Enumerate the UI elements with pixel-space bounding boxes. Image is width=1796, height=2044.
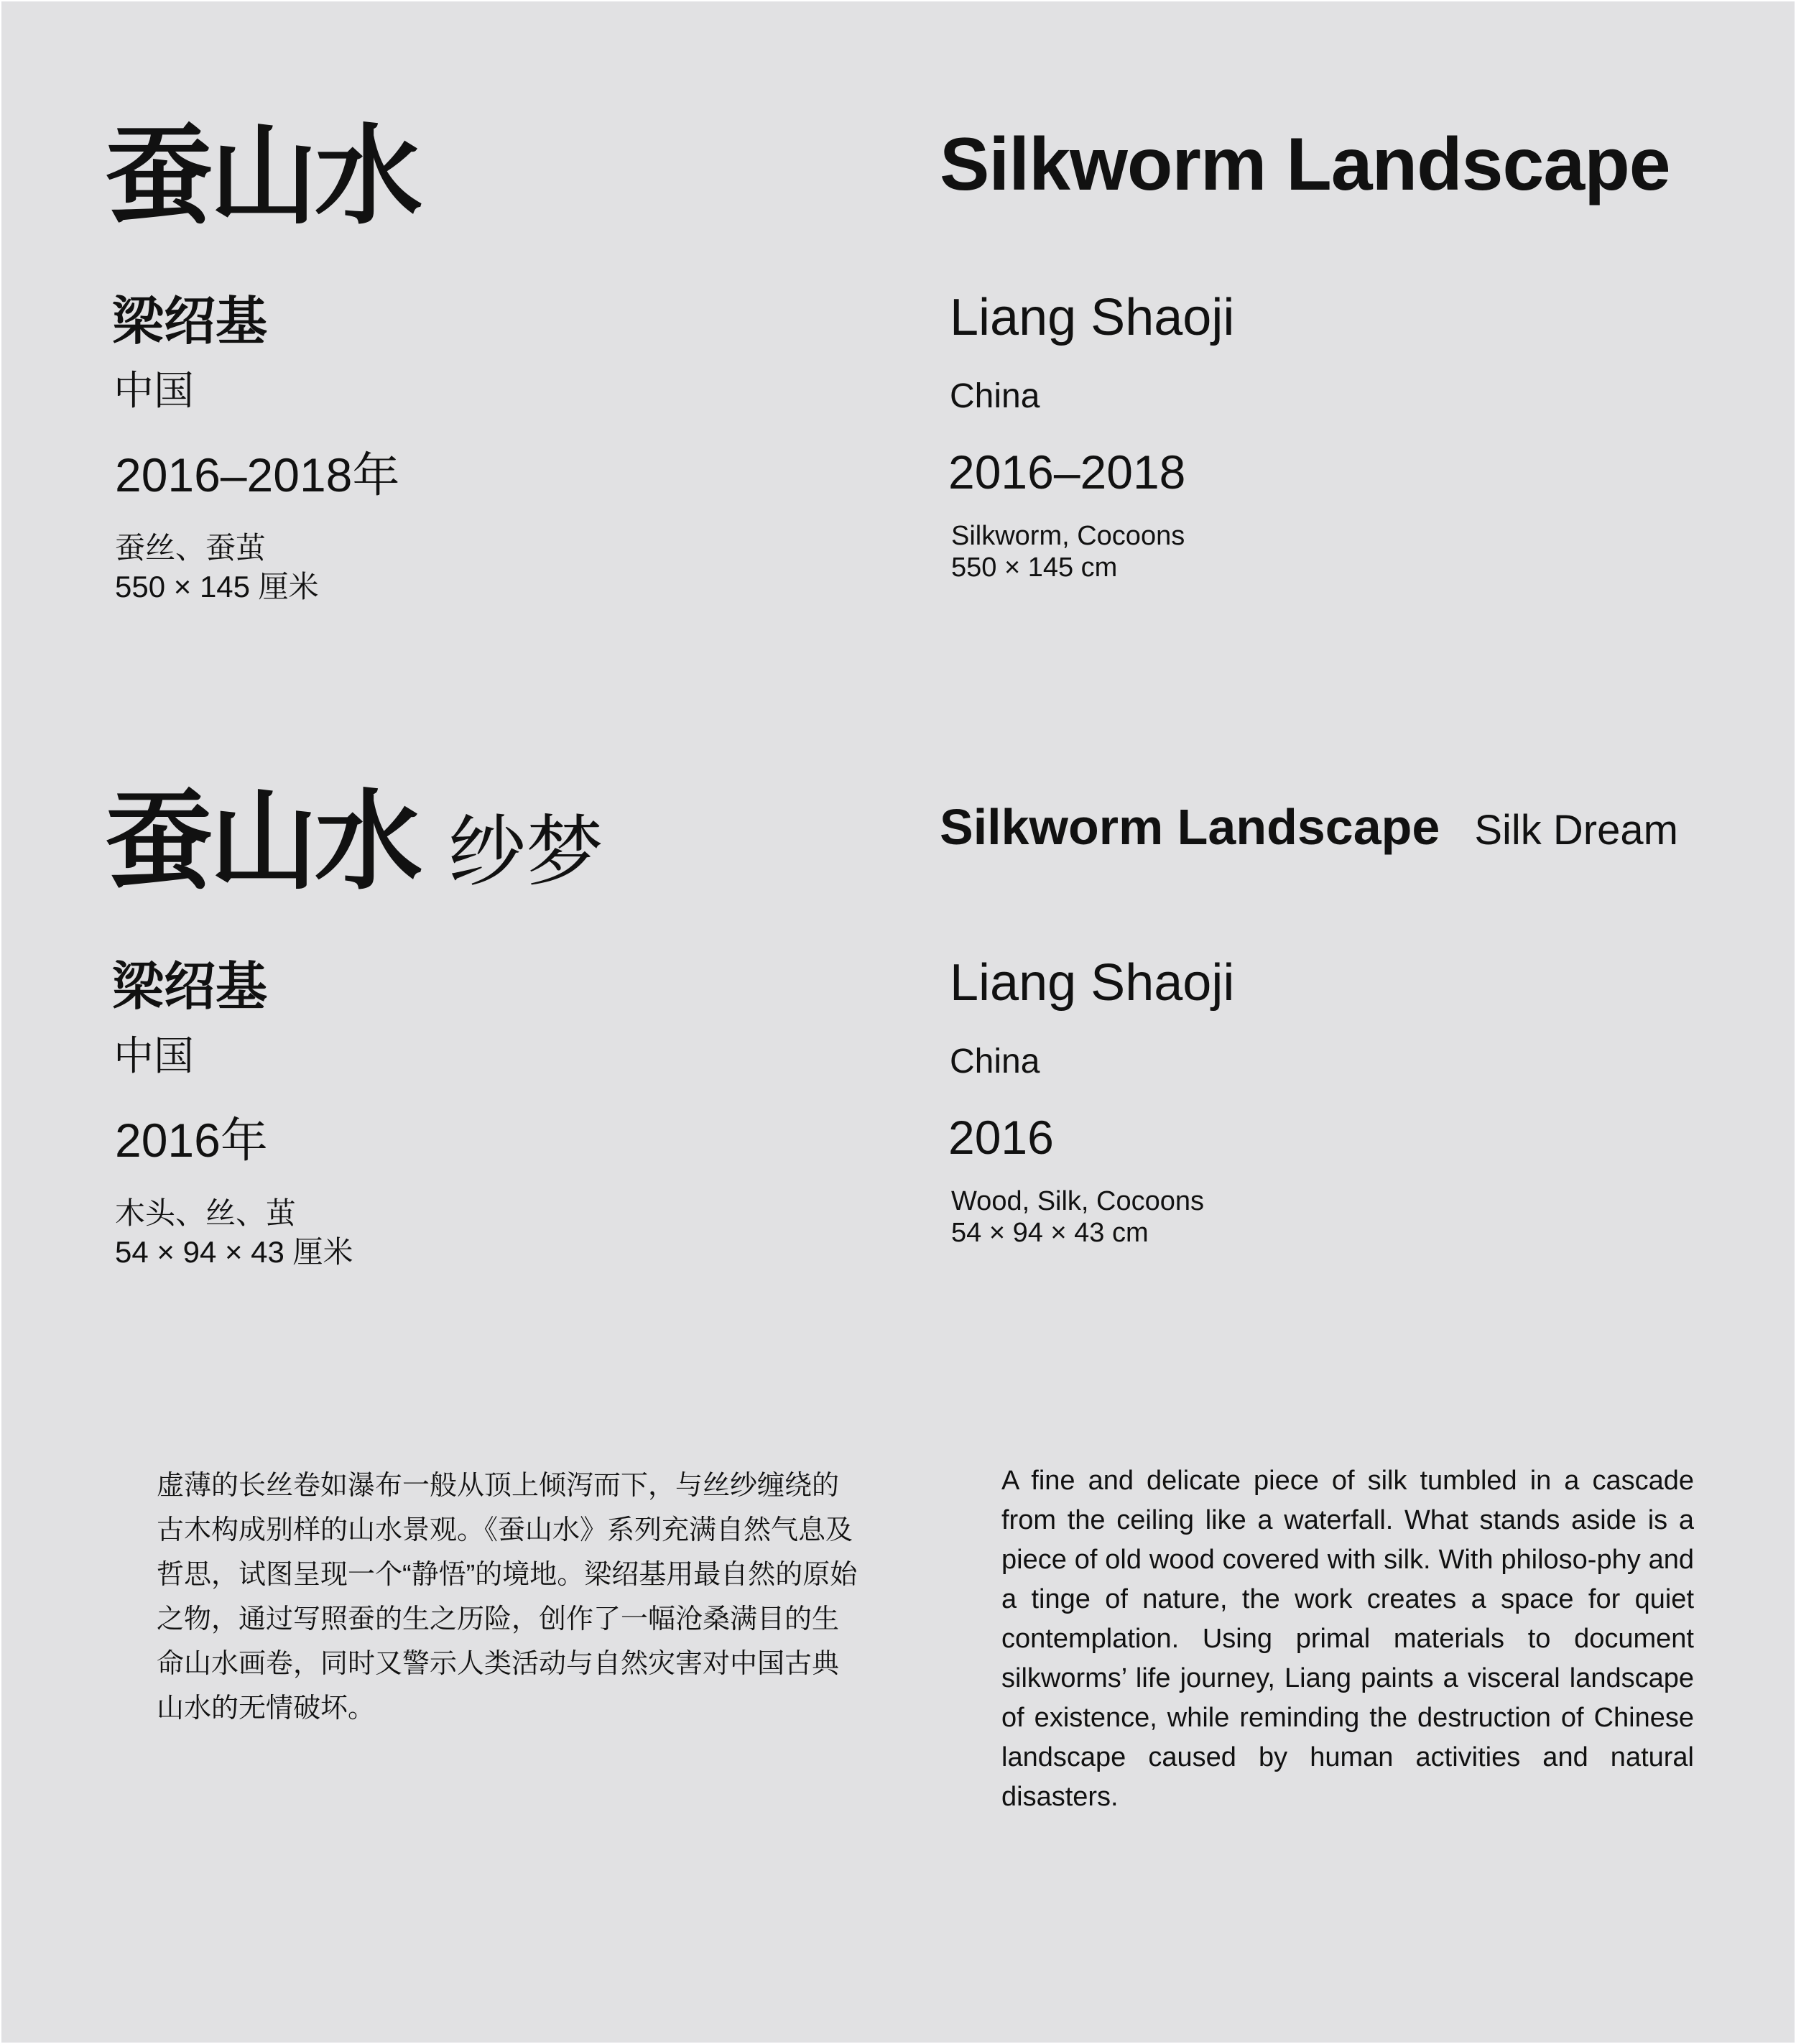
work2-zh-subtitle: 纱梦	[448, 808, 604, 895]
work1-en-materials: Silkworm, Cocoons	[951, 521, 1185, 551]
work1-zh-materials: 蚕丝、蚕茧	[115, 531, 267, 565]
work2-zh-artist: 梁绍基	[112, 958, 268, 1016]
work1-zh-country: 中国	[114, 368, 194, 413]
work2-zh-materials: 木头、丝、茧	[115, 1196, 297, 1230]
work2-en-materials: Wood, Silk, Cocoons	[951, 1186, 1205, 1216]
work2-en-artist: Liang Shaoji	[950, 954, 1235, 1012]
work1-en-country: China	[950, 377, 1040, 415]
work2-en-title	[940, 799, 1678, 855]
work1-en-dimensions: 550 × 145 cm	[951, 552, 1118, 583]
work2-zh-dimensions: 54 × 94 × 43 厘米	[115, 1235, 353, 1269]
work2-en-year: 2016	[948, 1111, 1054, 1164]
work1-zh-year: 2016–2018年	[115, 448, 400, 501]
work2-en-subtitle: Silk Dream	[1474, 807, 1678, 854]
work2-zh-year: 2016年	[115, 1114, 268, 1167]
work1-en-artist: Liang Shaoji	[950, 289, 1235, 346]
work1-en-year: 2016–2018	[948, 445, 1186, 499]
work1-zh-title: 蚕山水	[105, 116, 420, 236]
work1-en-title: Silkworm Landscape	[940, 123, 1670, 206]
work2-zh-title-main: 蚕山水	[105, 781, 420, 902]
work1-zh-artist: 梁绍基	[112, 293, 268, 351]
work2-en-country: China	[950, 1042, 1040, 1081]
work2-en-dimensions: 54 × 94 × 43 cm	[951, 1218, 1149, 1248]
work2-en-title-main: Silkworm Landscape	[940, 799, 1440, 855]
work1-zh-dimensions: 550 × 145 厘米	[115, 570, 319, 604]
description-en: A fine and delicate piece of silk tumbled in a cascade from the ceiling like a waterfall. What stands aside is a piece of old wood covered with silk. With philoso-phy and a tinge of nature, the work creates a space for quiet contemplation. Using primal materials to document silkworms’ life journey, Liang paints a visceral landscape of existence, while reminding the destruction of Chinese landscape caused by human activities and natural disasters.	[1001, 1466, 1694, 1812]
exhibition-label-panel	[1, 1, 1795, 2043]
description-zh: 虚薄的长丝卷如瀑布一般从顶上倾泻而下，与丝纱缠绕的古木构成别样的山水景观。《蚕山水》系列充满自然气息及哲思，试图呈现一个“静悟”的境地。梁绍基用最自然的原始之物，通过写照蚕的生之历险，创作了一幅沧桑满目的生命山水画卷，同时又警示人类活动与自然灾害对中国古典山水的无情破坏。	[157, 1471, 858, 1724]
work2-zh-title	[105, 781, 604, 902]
work2-zh-country: 中国	[114, 1033, 194, 1078]
